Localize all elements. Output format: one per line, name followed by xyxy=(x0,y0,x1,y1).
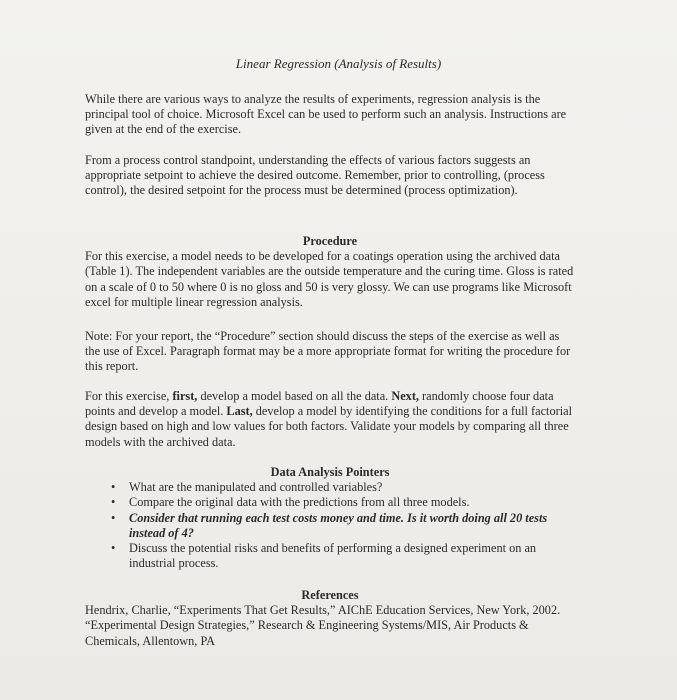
steps-intro: For this exercise, xyxy=(85,389,173,403)
pointers-heading: Data Analysis Pointers xyxy=(270,465,390,479)
list-item: • Discuss the potential risks and benefits of performing a designed experiment on an industrial process. xyxy=(111,541,537,571)
bullet-icon: • xyxy=(111,480,116,495)
list-item: • What are the manipulated and controlled variables? xyxy=(111,480,383,495)
procedure-text: For this exercise, a model needs to be developed for a coatings operation using the archived data (Table 1). The independent variables are the outside temperature and the curing time. Gloss is rated on a scale of 0 to 50 where 0 is no gloss and 50 is very glossy. We can use programs like Microsoft excel for multiple linear regression analysis. xyxy=(85,249,574,309)
steps-next-text: randomly choose four data points and develop a model. xyxy=(85,389,554,419)
steps-last-label: Last, xyxy=(226,404,253,419)
steps-first-label: first, xyxy=(172,389,198,403)
pointers-list xyxy=(85,480,575,571)
references-heading: References xyxy=(301,588,359,602)
intro-paragraph: While there are various ways to analyze the results of experiments, regression analysis is the principal tool of choice. Microsoft Excel can be used to perform such an analysis. Instructions are given at the end of the exercise. xyxy=(85,92,567,137)
note-paragraph: Note: For your report, the “Procedure” section should discuss the steps of the exercise as well as the use of Excel. Paragraph format may be a more appropriate format for writing the procedure for this report. xyxy=(85,329,571,374)
bullet-icon: • xyxy=(111,495,116,510)
reference-item: “Experimental Design Strategies,” Research & Engineering Systems/MIS, Air Products & Chemicals, Allentown, PA xyxy=(85,618,529,648)
list-item: • Compare the original data with the predictions from all three models. xyxy=(111,495,470,510)
steps-last-text: develop a model by identifying the conditions for a full factorial design based on high and low values for both factors. Validate your models by comparing all three models with the archived data. xyxy=(85,404,572,449)
reference-item: Hendrix, Charlie, “Experiments That Get Results,” AIChE Education Services, New York, 2002. xyxy=(85,603,561,618)
process-control-paragraph: From a process control standpoint, understanding the effects of various factors suggests an appropriate setpoint to achieve the desired outcome. Remember, prior to controlling, (process control), the desired setpoint for the process must be determined (process optimization). xyxy=(85,153,545,198)
pointers-section xyxy=(85,465,575,571)
list-item: • Consider that running each test costs money and time. Is it worth doing all 20 tests instead of 4? xyxy=(111,510,548,540)
bullet-icon: • xyxy=(111,510,116,525)
procedure-heading: Procedure xyxy=(302,234,358,248)
steps-next-label: Next, xyxy=(391,389,419,403)
document-title: Linear Regression (Analysis of Results) xyxy=(235,56,442,71)
steps-first-text: develop a model based on all the data. xyxy=(197,389,392,403)
steps-paragraph xyxy=(85,389,575,450)
references-section xyxy=(85,588,575,649)
procedure-section xyxy=(85,234,575,310)
bullet-icon: • xyxy=(111,541,116,556)
